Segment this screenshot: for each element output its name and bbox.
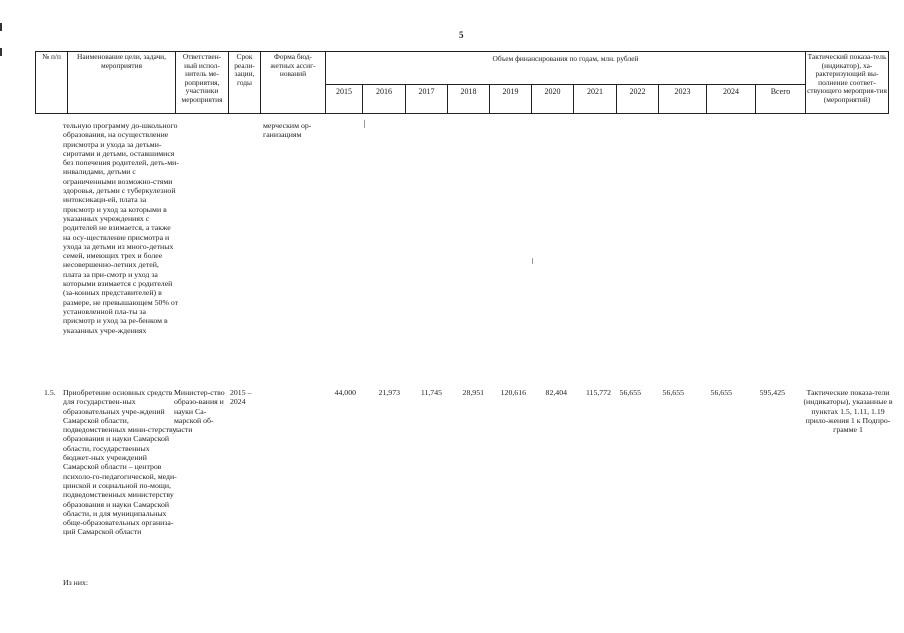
row-executor: Министер-ство образо-вания и науки Са-марской об-ласти — [174, 388, 225, 435]
continuation-name-text: тельную программу до-школьного образования, на осуществление присмотра и ухода за детьми-сиротами и детьми, оставшимися без попечения родителей, деть-ми-инвалидами, детьми с ограниченными возможно-стями здоровья, детьми с туберкулезной интоксикаци-ей, плата за присмотр и уход за которыми в указанных учреждениях с родителей не взимается, а также на осу-ществление присмотра и ухода за детьми из много-детных семей, имеющих трех и более несовершенно-летних детей, плата за при-смотр и уход за которыми взимается с родителей (за-конных представителей) в размере, не превышающем 50% от установленной пла-ты за присмотр и уход за ре-бенком в указанных учре-ждениях — [63, 121, 179, 335]
value-2019: 120,616 — [500, 388, 526, 397]
row-name: Приобретение основных средств для государствен-ных образовательных учре-ждений Самарской области, подведомственных мини-стерству образования и науки Самарской области, государственных бюджет-ных учреждений Самарской области – центров психоло-го-педагогической, меди-цинской и социальной по-мощи, подведомственных министерству образования и науки Самарской области, и для муниципальных обще-образовательных организа-ций Самарской области — [63, 388, 177, 537]
row-number: 1.5. — [44, 388, 56, 397]
continuation-form-text: мерческим ор-ганизациям — [263, 121, 312, 140]
header-year: 2020 — [531, 84, 574, 114]
header-year: 2015 — [325, 84, 363, 114]
header-year: 2022 — [616, 84, 659, 114]
value-2022: 56,655 — [619, 388, 641, 397]
header-col-form: Форма бюд-жетных ассиг-нований — [260, 51, 326, 114]
row-term: 2015 – 2024 — [230, 388, 252, 407]
header-year: 2021 — [573, 84, 617, 114]
value-2021: 115,772 — [585, 388, 611, 397]
header-col-funding: Объем финансирования по годам, млн. рублей — [325, 51, 806, 85]
of-which-label: Из них: — [63, 578, 89, 587]
header-year: 2016 — [362, 84, 406, 114]
header-col-indicator: Тактический показа-тель (индикатор), ха-рактеризующий вы-полнение соответ-ствующего мероприя-тия (мероприятий) — [805, 51, 889, 114]
value-2018: 28,951 — [462, 388, 484, 397]
header-year: 2024 — [706, 84, 756, 114]
value-2020: 82,404 — [545, 388, 567, 397]
header-year: 2018 — [447, 84, 490, 114]
scan-artifact — [364, 120, 365, 128]
header-col-term: Срок реали-зации, годы — [228, 51, 261, 114]
page-number: 5 — [459, 30, 464, 40]
value-2015: 44,000 — [334, 388, 356, 397]
header-col-name: Наименование цели, задачи, мероприятия — [67, 51, 176, 114]
header-year: 2023 — [658, 84, 707, 114]
row-indicator: Тактические показа-тели (индикаторы), указанные в пунктах 1.5, 1.11, 1.19 прило-жения 1 к Подпро-грамме 1 — [803, 388, 893, 435]
value-2017: 11,745 — [420, 388, 442, 397]
header-col-executor: Ответствен-ный испол-нитель ме-роприятия, участники мероприятия — [175, 51, 229, 114]
value-2016: 21,973 — [378, 388, 400, 397]
header-year-total: Всего — [755, 84, 806, 114]
header-year: 2019 — [489, 84, 532, 114]
value-2023: 56,655 — [662, 388, 684, 397]
header-col-number: № п/п — [35, 51, 68, 114]
value-total: 595,425 — [759, 388, 785, 397]
scan-edge-mark — [0, 23, 2, 31]
header-year: 2017 — [405, 84, 448, 114]
value-2024: 56,655 — [710, 388, 732, 397]
scan-artifact — [532, 258, 533, 264]
scan-edge-mark — [0, 48, 2, 56]
